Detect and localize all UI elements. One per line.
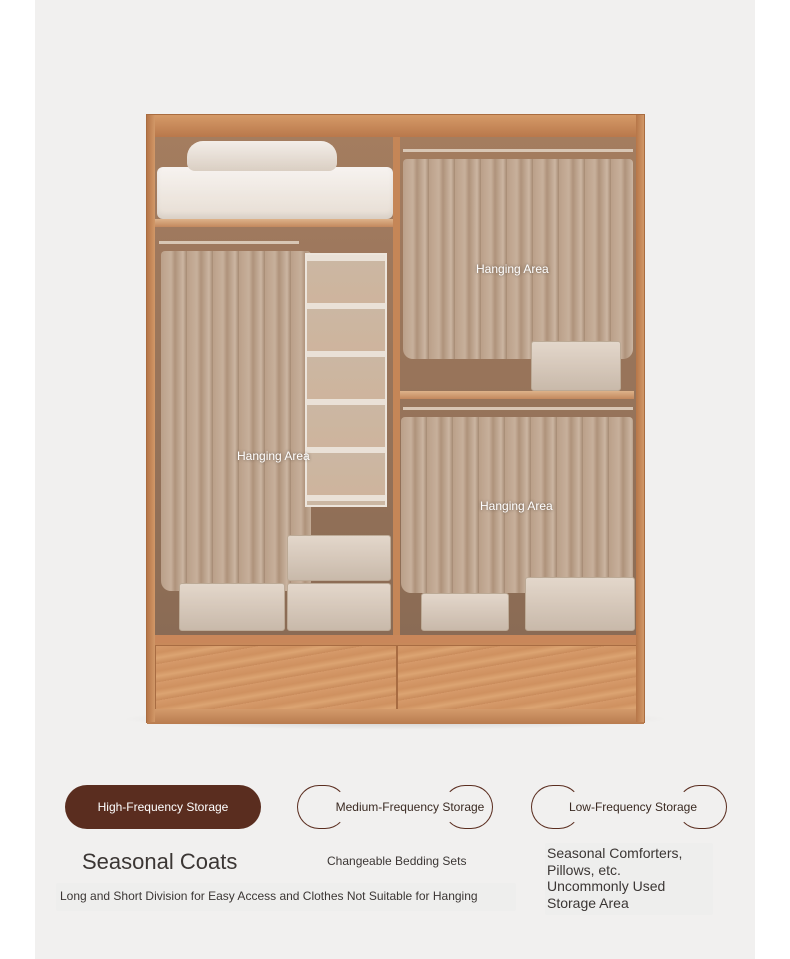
- description-text: Long and Short Division for Easy Access and Clothes Not Suitable for Hanging: [60, 889, 478, 903]
- high-frequency-storage-pill: [65, 785, 261, 829]
- right-line: Uncommonly Used: [547, 878, 666, 894]
- low-frequency-label: Low-Frequency Storage: [568, 800, 698, 814]
- wardrobe-top-rail: [147, 115, 644, 137]
- right-line: Storage Area: [547, 894, 629, 911]
- low-frequency-storage-pill: [531, 785, 727, 829]
- glass-door-left: [155, 137, 393, 635]
- wardrobe-base: [147, 709, 644, 724]
- low-frequency-description: [547, 845, 682, 911]
- hanging-area-label-left: Hanging Area: [237, 449, 310, 463]
- drawer-left: [155, 645, 397, 711]
- bottom-rail: [147, 635, 644, 643]
- glass-door-right: [400, 137, 638, 635]
- hanging-area-label-bottom-right: Hanging Area: [480, 499, 553, 513]
- pill-left-cap: [297, 785, 347, 829]
- hanging-area-label-top-right: Hanging Area: [476, 262, 549, 276]
- pill-left-cap: [531, 785, 581, 829]
- medium-frequency-label: Medium-Frequency Storage: [335, 800, 485, 814]
- center-divider: [393, 137, 400, 635]
- pill-right-cap: [443, 785, 493, 829]
- wardrobe-image: [146, 114, 645, 723]
- drawer-right: [397, 645, 639, 711]
- right-line: Pillows, etc.: [547, 861, 621, 878]
- medium-frequency-storage-pill: [297, 785, 493, 829]
- wardrobe-side-right: [636, 115, 644, 722]
- changeable-bedding-title: Changeable Bedding Sets: [327, 854, 467, 868]
- pill-right-cap: [677, 785, 727, 829]
- seasonal-coats-title: Seasonal Coats: [82, 849, 238, 874]
- wardrobe-side-left: [147, 115, 155, 722]
- right-line: Seasonal Comforters,: [547, 845, 683, 861]
- high-frequency-label: High-Frequency Storage: [97, 800, 229, 814]
